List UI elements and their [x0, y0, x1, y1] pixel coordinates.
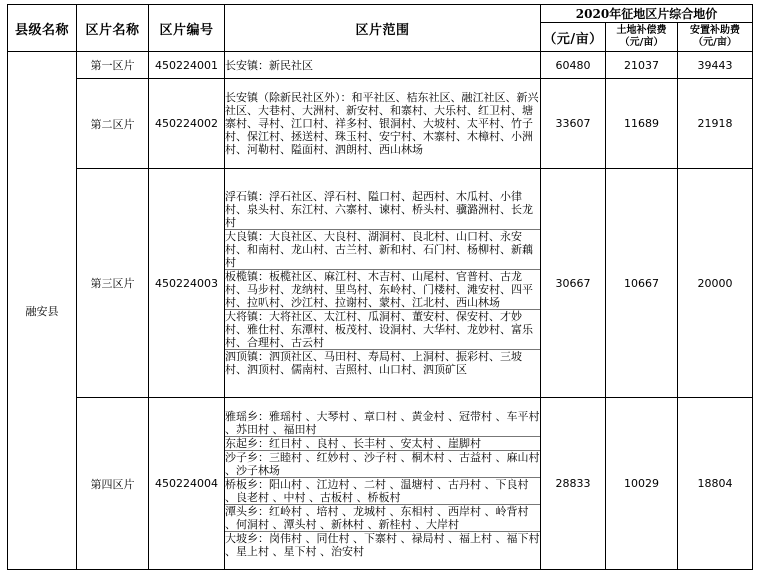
zone-price: 30667: [541, 169, 606, 398]
zone-range: [225, 169, 541, 398]
zone-price: 33607: [541, 78, 606, 169]
header-price-group: 2020年征地区片综合地价: [541, 5, 753, 23]
zone-name: 第四区片: [77, 398, 149, 570]
table-row: [8, 169, 753, 398]
zone-land-comp: 10029: [606, 398, 678, 570]
zone-code: 450224003: [149, 169, 225, 398]
zone-land-comp: 10667: [606, 169, 678, 398]
zone-resettle: 39443: [678, 52, 753, 78]
zone-range: [225, 78, 541, 169]
county-name: 融安县: [8, 52, 77, 570]
header-resettle-unit: （元/亩）: [693, 37, 737, 49]
zone-code: 450224004: [149, 398, 225, 570]
zone-range: [225, 398, 541, 570]
header-resettle-label: 安置补助费: [690, 25, 740, 37]
header-land-comp-label: 土地补偿费: [616, 25, 667, 37]
land-price-table: [7, 4, 753, 570]
range-paragraph: 沙子乡：三睦村 、红妙村 、沙子村 、桐木村 、古益村 、麻山村 、沙子林场: [225, 450, 540, 477]
zone-price: 60480: [541, 52, 606, 78]
range-paragraph: 桥板乡：阳山村 、江边村 、二村 、温塘村 、古丹村 、下良村 、良老村 、中村 、古板村 、桥板村: [225, 478, 540, 505]
range-paragraph: 长安镇（除新民社区外）：和平社区、桔东社区、融江社区、新兴社区、大巷村、大洲村、新安村、和寨村、大乐村、红卫村、塘寨村、寻村、江口村、祥多村、银洞村、大坡村、太平村、竹子村、保江村、拯送村、珠玉村、安宁村、木寨村、木樟村、小洲村、河勒村、隘面村、泗朗村、西山林场: [225, 91, 539, 157]
header-land-comp-unit: （元/亩）: [619, 37, 664, 49]
table-row: [8, 52, 753, 78]
zone-code: 450224001: [149, 52, 225, 78]
zone-resettle: 20000: [678, 169, 753, 398]
zone-name: 第二区片: [77, 78, 149, 169]
range-paragraph: 浮石镇：浮石社区、浮石村、隘口村、起西村、木瓜村、小律村、泉头村、东江村、六寨村、谏村、桥头村、骥潞洲村、长龙村: [225, 190, 540, 230]
header-price-unit: （元/亩）: [541, 23, 606, 52]
header-row-1: [8, 5, 753, 23]
range-paragraph: 大坡乡：岗伟村 、同仕村 、下寨村 、禄局村 、福上村 、福下村 、星上村 、星下村 、治安村: [225, 531, 540, 558]
header-zone-code: 区片编号: [149, 5, 225, 52]
table-row: [8, 78, 753, 169]
zone-name: 第三区片: [77, 169, 149, 398]
range-paragraph: 潭头乡：红岭村 、培村 、龙城村 、东相村 、西岸村 、岭背村 、何洞村 、潭头村 、新林村 、新桂村 、大岸村: [225, 505, 540, 532]
zone-land-comp: 21037: [606, 52, 678, 78]
range-paragraph: 泗顶镇：泗顶社区、马田村、寿局村、上洞村、振彩村、三坡村、泗顶村、儒南村、吉照村、山口村、泗顶矿区: [225, 350, 522, 377]
zone-price: 28833: [541, 398, 606, 570]
zone-land-comp: 11689: [606, 78, 678, 169]
header-land-comp: [606, 23, 678, 52]
header-resettle: [678, 23, 753, 52]
range-paragraph: 大良镇：大良社区、大良村、湖洞村、良北村、山口村、永安村、和南村、龙山村、古兰村、新和村、石门村、杨柳村、新藕村: [225, 230, 540, 270]
range-paragraph: 东起乡：红日村 、良村 、长丰村 、安太村 、崖脚村: [225, 437, 540, 451]
header-county: 县级名称: [8, 5, 77, 52]
range-paragraph: 雅瑶乡：雅瑶村 、大琴村 、章口村 、黄金村 、冠带村 、车平村 、苏田村 、福田村: [225, 409, 540, 436]
range-paragraph: 大将镇：大将社区、太江村、瓜洞村、董安村、保安村、才妙村、雅仕村、东潭村、板茂村、设洞村、大华村、龙妙村、富乐村、合理村、古云村: [225, 310, 540, 350]
zone-name: 第一区片: [77, 52, 149, 78]
range-paragraph: 板榄镇：板榄社区、麻江村、木吉村、山尾村、官普村、古龙村、马步村、龙纳村、里鸟村、东岭村、门楼村、滩安村、四平村、拉叭村、沙江村、拉谢村、蒙村、江北村、西山林场: [225, 270, 540, 310]
zone-range: [225, 52, 541, 78]
zone-resettle: 18804: [678, 398, 753, 570]
header-zone-range: 区片范围: [225, 5, 541, 52]
table-row: [8, 398, 753, 570]
zone-code: 450224002: [149, 78, 225, 169]
zone-resettle: 21918: [678, 78, 753, 169]
header-zone-name: 区片名称: [77, 5, 149, 52]
range-paragraph: 长安镇：新民社区: [225, 58, 313, 72]
